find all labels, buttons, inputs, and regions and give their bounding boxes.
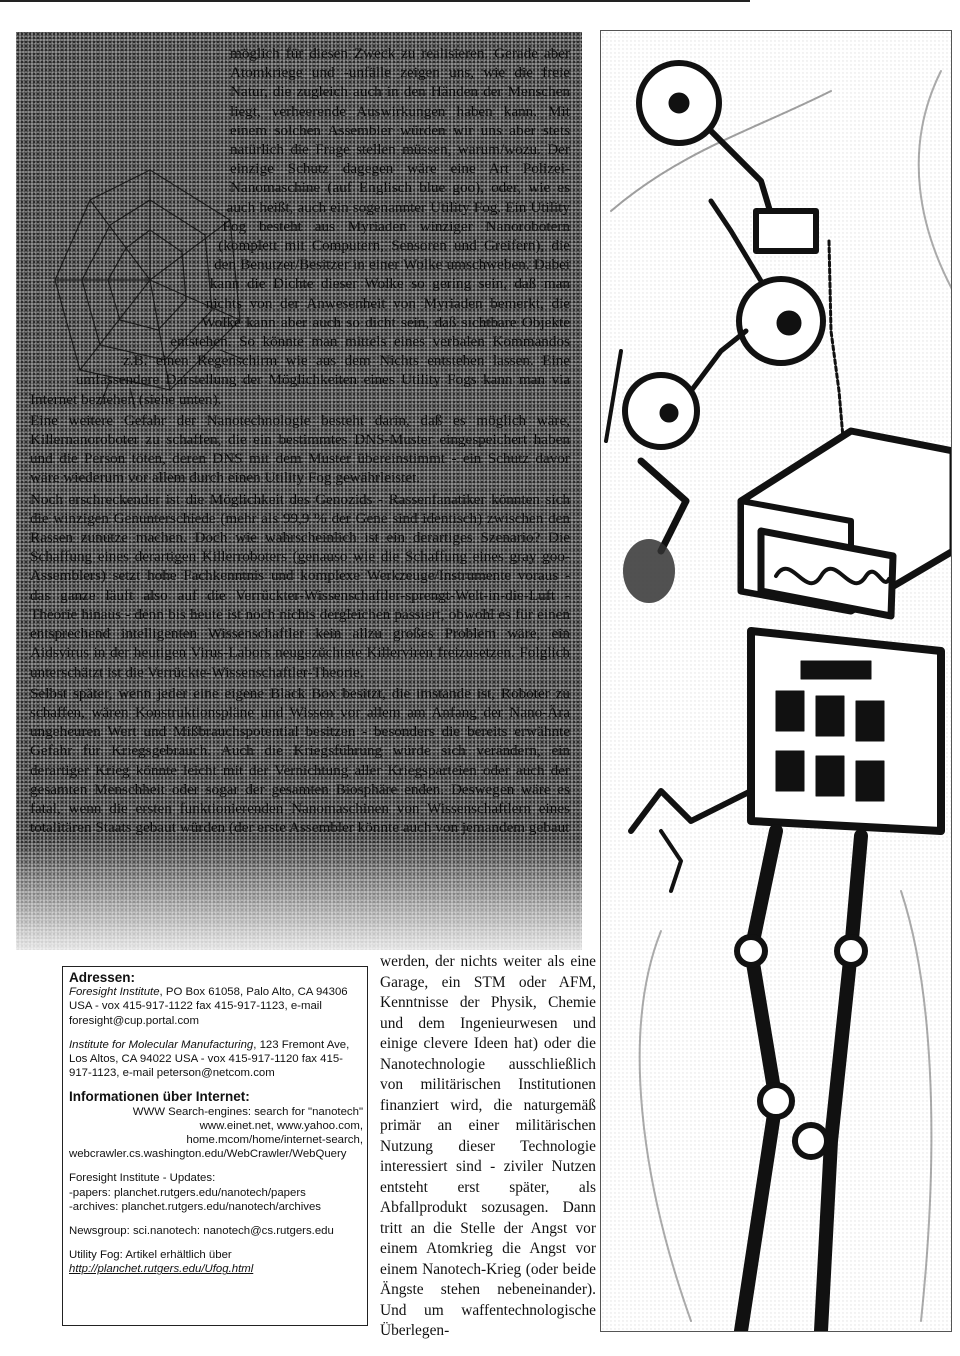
utility-fog-url: http://planchet.rutgers.edu/Ufog.html (69, 1263, 254, 1276)
search-engines-mcom: home.mcom/home/internet-search, (186, 1134, 363, 1147)
utility-fog-info (69, 1248, 363, 1276)
article-upper-text (30, 44, 570, 837)
updates-archives: -archives: planchet.rutgers.edu/nanotech/archives (69, 1200, 322, 1213)
intro-paragraph: möglich für diesen Zweck zu realisieren. Gerade aber Atomkriege und -unfälle zeigen uns, wie die freie Natur, die zugleich auch in den Händen der Menschen liegt, verheerende Auswirkungen haben kann. Mit einem solchen Assembler würden wir uns aber stets natürlich die Frage stellen müssen, warum/wozu. Der einzige Schutz dagegen wäre eine Art Polizei-Nanomaschine (auf Englisch blue goo), oder, wie es auch heißt, auch ein sogenannter Utility Fog. Ein Utility Fog besteht aus Myriaden winziger Nanorobotern (komplett mit Computern, Sensoren und Greifern), die den Benutzer/Besitzer in einer Wolke umschweben. Dabei kann die Dichte dieser Wolke so gering sein, daß man nichts von der Anwesenheit von Myriaden bemerkt, die Wolke kann aber auch so dicht sein, daß sichtbare Objekte entstehen. So könnte man mittels eines verbalen Kommandos z.B. einen Regenschirm wie aus dem Nichts entstehen lassen. Eine umfassendere Darstellung der Möglichkeiten eines Utility Fogs kann man via Internet beziehen (siehe unten). (30, 45, 570, 408)
imm-name: Institute for Molecular Manufacturing (69, 1038, 254, 1051)
address-foresight (69, 971, 363, 1028)
newsgroup-line: Newsgroup: sci.nanotech: nanotech@cs.rutgers.edu (69, 1225, 334, 1238)
robot-illustration (600, 30, 952, 1332)
address-box (62, 966, 368, 1326)
paragraph-killer-robots: Eine weitere Gefahr der Nanotechnologie besteht darin, daß es möglich wäre, Killernanoroboter zu schaffen, die ein bestimmtes DNS-Muster eingespeichert haben und die Person töten, deren DNS mit dem Muster übereinstimmt - ein Schutz davor wäre wiederum vor allem durch einen Utility Fog gewährleistet. (30, 411, 570, 487)
foresight-details: , PO Box 61058, Palo Alto, CA 94306 USA - vox 415-917-1122 fax 415-917-1123, e-mail foresight@cup.portal.com (69, 986, 348, 1027)
search-engines-line: WWW Search-engines: search for "nanotech" (132, 1105, 363, 1118)
paragraph-black-box: Selbst später, wenn jeder eine eigene Black Box besitzt, die imstande ist, Roboter zu schaffen, wären Konstruktionspläne und Wissen vor allem am Anfang der Nano-Ära ungeheuren Wert und Mißbrauchspotential besitzen - besonders die bereits erwähnte Gefahr für Kriegsgebrauch. Auch die Kriegsführung würde sich verändern, ein derartiger Krieg könnte leicht mit der Vernichtung aller Kriegsparteien oder auch der gesamten Menschheit oder sogar der gesamten Biosphäre enden. Deswegen wäre es fatal, wenn die ersten funktionierenden Nanomaschinen von Wissenschaftlern eines totalitären Staats gebaut würden (der erste Assembler könnte auch von jemandem gebaut (30, 684, 570, 837)
foresight-updates (69, 1171, 363, 1214)
top-rule (0, 0, 750, 2)
address-heading: Adressen: (69, 970, 136, 985)
internet-heading: Informationen über Internet: (69, 1089, 250, 1105)
search-engines-sites: www.einet.net, www.yahoo.com, (199, 1119, 363, 1132)
updates-papers: -papers: planchet.rutgers.edu/nanotech/papers (69, 1186, 306, 1199)
foresight-name: Foresight Institute (69, 986, 160, 999)
address-imm (69, 1038, 363, 1081)
imm-details: , 123 Fremont Ave, Los Altos, CA 94022 USA - vox 415-917-1120 fax 415-917-1123, e-mail peterson@netcom.com (69, 1038, 350, 1080)
search-engines-webcrawler: webcrawler.cs.washington.edu/WebCrawler/WebQuery (69, 1148, 347, 1161)
article-right-column: werden, der nichts weiter als eine Garage, ein STM oder AFM, Kenntnisse der Physik, Chemie und dem Ingenieurwesen und einige clevere Ideen hat) oder die Nanotechnologie ausschließlich von militärischen Institutionen finanziert wird, die naturgemäß primär an einer militärischen Nutzung dieser Technologie interessiert sind - ziviler Nutzen entsteht erst später, als Abfallprodukt sozusagen. Dann tritt an die Stelle der Angst vor einem Atomkrieg die Angst vor einem Nanotech-Krieg (oder beide Ängste stehen nebeneinander). Und um waffentechnologische Überlegen- (380, 953, 596, 1339)
robot-drawing (601, 31, 952, 1332)
utility-fog-label: Utility Fog: Artikel erhältlich über (69, 1249, 232, 1262)
halftone-fade (16, 840, 582, 950)
updates-label: Foresight Institute - Updates: (69, 1172, 216, 1185)
paragraph-genocide: Noch erschreckender ist die Möglichkeit des Genozids - Rassenfanatiker könnten sich die winzigen Genunterschiede (mehr als 99,9 % der Gene sind identisch) zwischen den Rassen zunutze machen. Doch wie wahrscheinlich ist ein derartiges Szenario? Die Schaffung eines derartigen Killerroboters (genauso wie die Schaffung eines gray goo-Assemblers) setzt hohe Fachkenntnis und komplexe Werkzeuge/Instrumente voraus - das ganze läuft also auf die Verrückter-Wissenschaftler-sprengt-Welt-in-die-Luft - Theorie hinaus - denn bis heute ist noch nichts dergleichen passiert, obwohl es für einen entsprechend intelligenten Wissenschaftler kein allzu großes Problem wäre, ein Aidsvirus in der heutigen Virus-Labors neugezüchtete Killerviren freizusetzen. Folglich unterschätzt ist die Verrückte-Wissenschaftler-Theorie. (30, 490, 570, 681)
internet-info (69, 1090, 363, 1161)
